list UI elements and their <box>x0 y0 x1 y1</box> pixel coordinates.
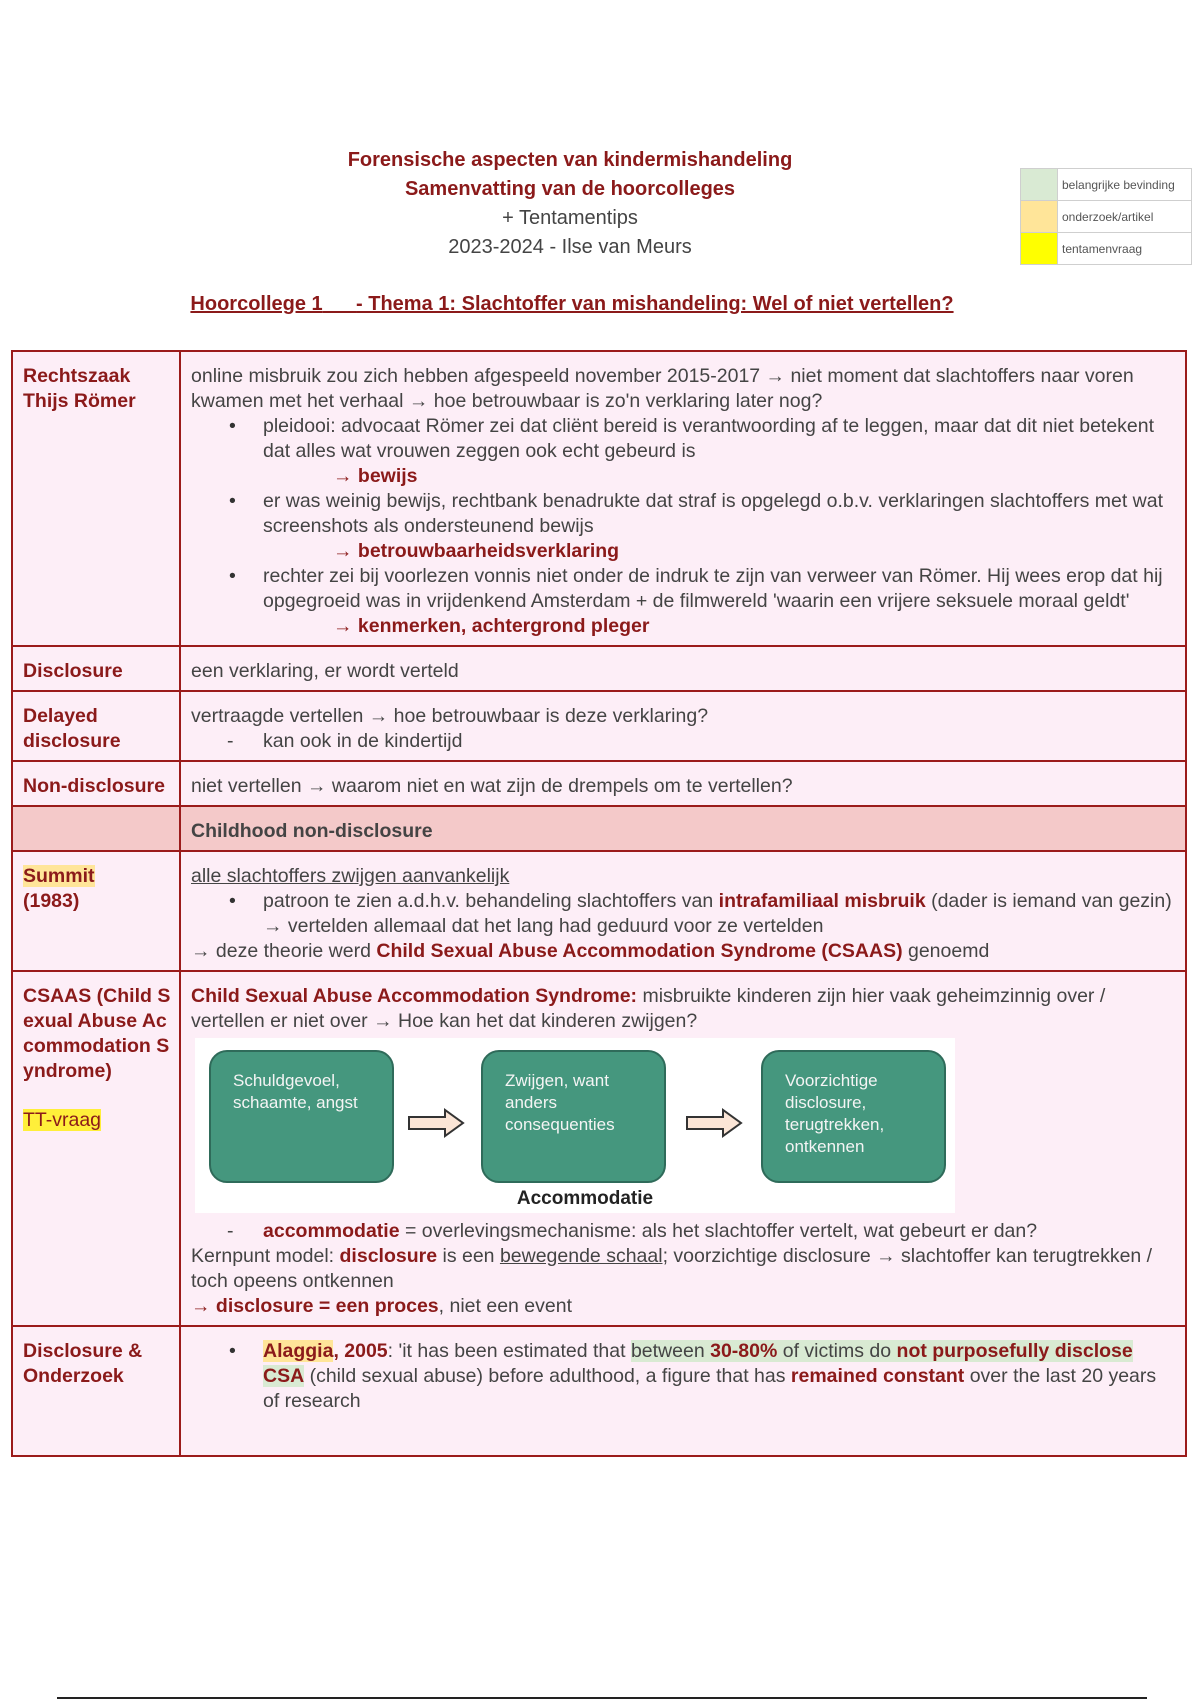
section-title: Childhood non-disclosure <box>180 806 1186 851</box>
summit-claim: alle slachtoffers zwijgen aanvankelijk <box>191 865 510 887</box>
arrow-right-icon <box>407 1108 465 1138</box>
legend-label: belangrijke bevinding <box>1058 169 1192 201</box>
legend-swatch-green <box>1021 169 1058 201</box>
legend-row <box>1021 201 1192 233</box>
legend-row <box>1021 233 1192 265</box>
term-cell: Delayed disclosure <box>12 691 180 761</box>
table-row <box>12 351 1186 646</box>
study-author: Summit <box>23 865 95 887</box>
study-year: (1983) <box>23 890 80 912</box>
document-title-block <box>200 146 940 262</box>
legend-swatch-yellow <box>1021 233 1058 265</box>
table-row <box>12 1326 1186 1456</box>
page-divider <box>57 1697 1147 1699</box>
definition-cell <box>180 971 1186 1326</box>
document-subtitle: Samenvatting van de hoorcolleges <box>404 178 736 200</box>
legend-label: tentamenvraag <box>1058 233 1192 265</box>
dash-item: - kan ook in de kindertijd <box>191 729 1175 754</box>
color-legend <box>1020 168 1192 265</box>
list-item: • er was weinig bewijs, rechtbank benadrukte dat straf is opgelegd o.b.v. verklaringen slachtoffers met wat screenshots als ondersteunend bewijs → betrouwbaarheidsverklaring <box>263 489 1175 564</box>
table-row <box>12 761 1186 806</box>
list-item: • patroon te zien a.d.h.v. behandeling slachtoffers van intrafamiliaal misbruik (dader is iemand van gezin) → vertelden allemaal dat het lang had geduurd voor ze vertelden <box>263 889 1175 939</box>
csaas-conclusion: → disclosure = een proces, niet een event <box>191 1295 573 1317</box>
dash-item: - accommodatie = overlevingsmechanisme: als het slachtoffer vertelt, wat gebeurt er dan? <box>191 1219 1175 1244</box>
list-item: • Alaggia, 2005: 'it has been estimated that between 30-80% of victims do not purposefully disclose CSA (child sexual abuse) before adulthood, a figure that has remained constant over the last 20 years of research <box>263 1339 1175 1414</box>
arrow-note: → bewijs <box>333 465 418 487</box>
legend-swatch-orange <box>1021 201 1058 233</box>
core-point: Kernpunt model: disclosure is een bewegende schaal; voorzichtige disclosure → slachtoffer kan terugtrekken / toch opeens ontkennen <box>191 1245 1153 1292</box>
term-cell <box>12 851 180 971</box>
research-bullets <box>191 1339 1175 1414</box>
definition-cell <box>180 851 1186 971</box>
diagram-box-silence: Zwijgen, want anders consequenties <box>481 1050 666 1183</box>
lecture-number: Hoorcollege 1 <box>190 293 323 315</box>
definition-cell: een verklaring, er wordt verteld <box>180 646 1186 691</box>
empty-term-cell <box>12 806 180 851</box>
term-cell: Disclosure <box>12 646 180 691</box>
diagram-caption: Accommodatie <box>516 1188 654 1209</box>
table-row <box>12 691 1186 761</box>
diagram-box-feelings: Schuldgevoel, schaamte, angst <box>209 1050 394 1183</box>
csaas-intro: Child Sexual Abuse Accommodation Syndrome: misbruikte kinderen zijn hier vaak geheimzinnig over / vertellen er niet over → Hoe kan het dat kinderen zwijgen? <box>191 985 1106 1032</box>
summit-conclusion: → deze theorie werd Child Sexual Abuse Accommodation Syndrome (CSAAS) genoemd <box>191 940 990 962</box>
arrow-note: → betrouwbaarheidsverklaring <box>333 540 620 562</box>
definition-cell: vertraagde vertellen → hoe betrouwbaar is deze verklaring? - kan ook in de kindertijd <box>180 691 1186 761</box>
legend-label: onderzoek/artikel <box>1058 201 1192 233</box>
summit-bullets <box>191 889 1175 939</box>
theme-title: - Thema 1: Slachtoffer van mishandeling: Wel of niet vertellen? <box>356 293 954 315</box>
arrow-note: → kenmerken, achtergrond pleger <box>333 615 650 637</box>
term-cell: Rechtszaak Thijs Römer <box>12 351 180 646</box>
list-item: • pleidooi: advocaat Römer zei dat cliënt bereid is verantwoording af te leggen, maar dat dit niet betekent dat alles wat vrouwen zeggen ook echt gebeurd is → bewijs <box>263 414 1175 489</box>
definition-cell <box>180 1326 1186 1456</box>
diagram-box-disclosure: Voorzichtige disclosure, terugtrekken, ontkennen <box>761 1050 946 1183</box>
definition-cell: niet vertellen → waarom niet en wat zijn de drempels om te vertellen? <box>180 761 1186 806</box>
exam-tips-label: + Tentamentips <box>502 207 638 229</box>
legend-row <box>1021 169 1192 201</box>
exam-question-tag: TT-vraag <box>23 1109 102 1131</box>
definition-cell <box>180 351 1186 646</box>
arrow-right-icon <box>685 1108 743 1138</box>
table-row <box>12 851 1186 971</box>
list-item: • rechter zei bij voorlezen vonnis niet onder de indruk te zijn van verweer van Römer. Hij wees erop dat hij opgegroeid was in vrijdenkend Amsterdam + de filmwereld 'waarin een vrijere seksuele moraal geldt' → kenmerken, achtergrond pleger <box>263 564 1175 639</box>
table-row <box>12 971 1186 1326</box>
section-row <box>12 806 1186 851</box>
course-title: Forensische aspecten van kindermishandeling <box>347 149 793 171</box>
term-cell <box>12 971 180 1326</box>
accommodation-diagram <box>195 1038 955 1213</box>
term-cell: Disclosure & Onderzoek <box>12 1326 180 1456</box>
romer-bullets <box>191 414 1175 639</box>
summary-table <box>11 350 1187 1457</box>
romer-intro: online misbruik zou zich hebben afgespeeld november 2015-2017 → niet moment dat slachtoffers naar voren kwamen met het verhaal → hoe betrouwbaar is zo'n verklaring later nog? <box>191 365 1134 412</box>
csaas-term: CSAAS (Child Sexual Abuse Accommodation Syndrome) <box>23 985 171 1082</box>
term-cell: Non-disclosure <box>12 761 180 806</box>
table-row <box>12 646 1186 691</box>
section-heading <box>152 293 992 316</box>
year-author: 2023-2024 - Ilse van Meurs <box>448 236 692 258</box>
